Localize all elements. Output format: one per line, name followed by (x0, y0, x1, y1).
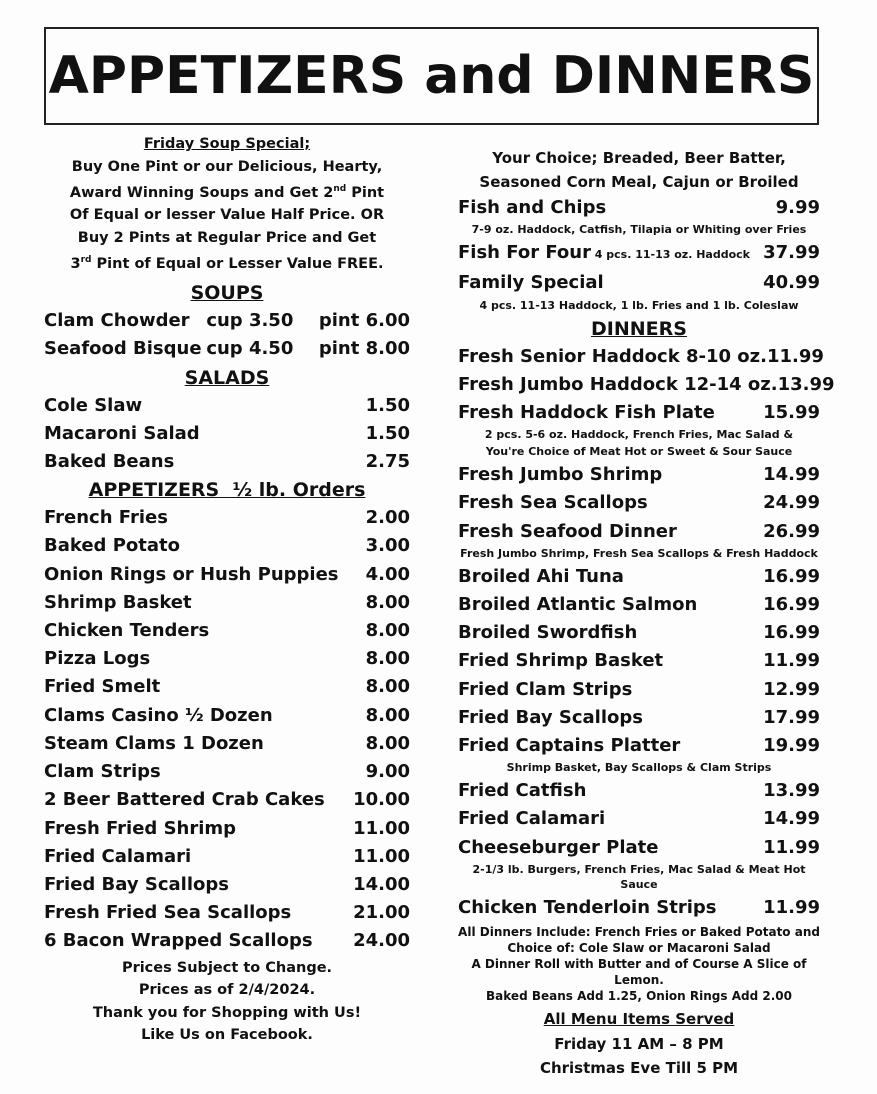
item-name: Fried Calamari (44, 845, 192, 867)
menu-row (44, 871, 410, 899)
fish-choice-line: Your Choice; Breaded, Beer Batter, (492, 149, 786, 167)
item-name: Cheeseburger Plate (458, 836, 659, 858)
dinner-includes (458, 924, 820, 1004)
item-price: 11.99 (763, 896, 820, 918)
menu-row (44, 392, 410, 420)
item-note: 4 pcs. 11-13 Haddock, 1 lb. Fries and 1 lb. Coleslaw (479, 298, 799, 312)
item-price: 2.75 (365, 451, 410, 473)
menu-row (458, 676, 820, 704)
item-name: Clam Strips (44, 761, 161, 783)
salads-list (44, 392, 410, 477)
soup-special-heading: Friday Soup Special; (143, 136, 311, 152)
item-name: Steam Clams 1 Dozen (44, 732, 264, 754)
includes-line: Choice of: Cole Slaw or Macaroni Salad (507, 941, 771, 956)
item-price: 9.00 (365, 761, 410, 783)
menu-row (458, 704, 820, 732)
menu-row (44, 927, 410, 955)
item-name: Fresh Haddock Fish Plate (458, 402, 715, 424)
menu-row (44, 815, 410, 843)
soup-cup-price: cup 3.50 (206, 309, 294, 331)
soups-heading: SOUPS (190, 281, 264, 304)
item-name: Clams Casino ½ Dozen (44, 704, 273, 726)
item-name: Baked Beans (44, 451, 175, 473)
menu-row (458, 461, 820, 489)
item-price: 8.00 (365, 676, 410, 698)
item-price: 10.00 (353, 789, 410, 811)
item-price: 16.99 (763, 622, 820, 644)
includes-line: All Dinners Include: French Fries or Baked Potato and (458, 925, 820, 940)
menu-row (44, 899, 410, 927)
item-detail: 4 pcs. 11-13 oz. Haddock (590, 248, 750, 262)
soup-special-line: Buy One Pint or our Delicious, Hearty, (71, 158, 383, 175)
item-price: 16.99 (763, 565, 820, 587)
item-price: 2.00 (365, 507, 410, 529)
menu-row (44, 448, 410, 476)
menu-row (44, 702, 410, 730)
item-name: Fresh Senior Haddock 8-10 oz. (458, 345, 767, 367)
item-price: 3.00 (365, 535, 410, 557)
item-note: 2-1/3 lb. Burgers, French Fries, Mac Salad & Meat Hot Sauce (472, 862, 806, 891)
menu-row (458, 647, 820, 675)
menu-row (458, 834, 820, 862)
item-name: Shrimp Basket (44, 591, 192, 613)
item-price: 8.00 (365, 591, 410, 613)
item-price: 13.99 (763, 780, 820, 802)
item-name: Baked Potato (44, 535, 180, 557)
item-name: Broiled Ahi Tuna (458, 565, 624, 587)
served-line: Christmas Eve Till 5 PM (539, 1059, 739, 1078)
fish-choice-line: Seasoned Corn Meal, Cajun or Broiled (479, 173, 799, 191)
menu-row (458, 563, 820, 591)
footer-line: Prices as of 2/4/2024. (138, 982, 316, 999)
footer-line: Thank you for Shopping with Us! (92, 1004, 362, 1021)
item-name: Family Special (458, 272, 604, 294)
item-price: 8.00 (365, 648, 410, 670)
soup-row (44, 335, 410, 364)
item-name: Chicken Tenderloin Strips (458, 896, 717, 918)
menu-row (44, 843, 410, 871)
item-name: Fresh Sea Scallops (458, 492, 648, 514)
soup-special-line: Award Winning Soups and Get 2nd Pint (69, 184, 385, 201)
item-name: Fresh Seafood Dinner (458, 520, 677, 542)
menu-row (458, 777, 820, 805)
item-name: Fried Calamari (458, 808, 606, 830)
item-price: 11.00 (353, 845, 410, 867)
menu-row (458, 591, 820, 619)
menu-row (44, 532, 410, 560)
soup-special-line: Buy 2 Pints at Regular Price and Get (77, 229, 377, 246)
item-price: 8.00 (365, 620, 410, 642)
item-name: French Fries (44, 507, 168, 529)
item-price: 19.99 (763, 735, 820, 757)
menu-row (44, 730, 410, 758)
title-box (44, 27, 819, 125)
salads-heading: SALADS (184, 366, 270, 389)
soup-cup-price: cup 4.50 (206, 338, 294, 360)
menu-row (458, 239, 820, 269)
served-hours (458, 1007, 820, 1081)
item-name: Pizza Logs (44, 648, 151, 670)
menu-row (458, 894, 820, 922)
appetizers-heading: APPETIZERS ½ lb. Orders (88, 479, 366, 502)
soup-row (44, 307, 410, 336)
served-heading: All Menu Items Served (543, 1010, 735, 1029)
dinners-heading: DINNERS (591, 317, 687, 340)
item-price: 11.99 (766, 345, 824, 367)
item-price: 11.99 (763, 836, 820, 858)
item-price: 17.99 (763, 706, 820, 728)
soup-pint-price: pint 8.00 (318, 338, 410, 360)
dinners-list (458, 343, 835, 922)
item-price: 24.99 (763, 492, 820, 514)
menu-row (458, 732, 820, 760)
item-price: 4.00 (365, 563, 410, 585)
item-name: Fresh Jumbo Shrimp (458, 464, 663, 486)
item-price: 21.00 (353, 902, 410, 924)
item-name: Broiled Swordfish (458, 622, 638, 644)
menu-row (458, 371, 835, 399)
item-name: 6 Bacon Wrapped Scallops (44, 930, 313, 952)
menu-row (458, 518, 820, 546)
menu-row (458, 399, 820, 427)
menu-row (44, 758, 410, 786)
menu-title: APPETIZERS and DINNERS (48, 46, 815, 106)
menu-row (458, 269, 820, 297)
menu-row (44, 420, 410, 448)
appetizers-list (44, 504, 410, 955)
left-footer (44, 957, 410, 1047)
footer-line: Prices Subject to Change. (121, 959, 333, 976)
item-price: 11.99 (763, 650, 820, 672)
item-price: 14.99 (763, 808, 820, 830)
item-note: Fresh Jumbo Shrimp, Fresh Sea Scallops & Fresh Haddock (460, 546, 818, 560)
menu-row (44, 561, 410, 589)
menu-row (44, 504, 410, 532)
item-note: Shrimp Basket, Bay Scallops & Clam Strips (506, 761, 772, 775)
left-column (44, 133, 410, 1047)
menu-row (44, 786, 410, 814)
menu-row (44, 589, 410, 617)
menu-row (458, 805, 820, 833)
item-name: Fish and Chips (458, 197, 607, 218)
item-price: 11.00 (353, 817, 410, 839)
item-name: Fried Catfish (458, 780, 587, 802)
menu-row (458, 343, 824, 371)
item-price: 12.99 (763, 678, 820, 700)
item-price: 14.00 (353, 873, 410, 895)
item-price: 8.00 (365, 732, 410, 754)
menu-row (44, 645, 410, 673)
item-price: 26.99 (763, 520, 820, 542)
item-price: 13.99 (777, 373, 835, 395)
item-note: You're Choice of Meat Hot or Sweet & Sour Sauce (485, 445, 793, 459)
includes-line: A Dinner Roll with Butter and of Course A Slice of Lemon. (471, 957, 807, 988)
item-price: 9.99 (775, 197, 820, 218)
item-price: 37.99 (763, 242, 820, 264)
item-price: 1.50 (365, 394, 410, 416)
item-name: Fried Bay Scallops (44, 873, 229, 895)
item-name: Fresh Fried Shrimp (44, 817, 237, 839)
soup-name: Clam Chowder (44, 309, 190, 331)
soup-special-line: Of Equal or lesser Value Half Price. OR (69, 207, 385, 224)
item-name: Fried Smelt (44, 676, 161, 698)
item-name: Fried Captains Platter (458, 735, 681, 757)
soup-pint-price: pint 6.00 (318, 309, 410, 331)
item-price: 1.50 (365, 422, 410, 444)
item-name: Chicken Tenders (44, 620, 210, 642)
item-name: Fish For Four (458, 242, 591, 264)
item-price: 16.99 (763, 594, 820, 616)
item-name: Fried Bay Scallops (458, 706, 643, 728)
right-column (458, 146, 835, 1081)
item-price: 8.00 (365, 704, 410, 726)
item-note: 2 pcs. 5-6 oz. Haddock, French Fries, Mac Salad & (484, 428, 794, 442)
footer-line: Like Us on Facebook. (141, 1027, 313, 1044)
item-name: Broiled Atlantic Salmon (458, 594, 698, 616)
item-name: 2 Beer Battered Crab Cakes (44, 789, 325, 811)
item-price: 15.99 (763, 402, 820, 424)
soup-special (44, 133, 410, 276)
item-note: 7-9 oz. Haddock, Catfish, Tilapia or Whiting over Fries (471, 223, 807, 237)
item-price: 24.00 (353, 930, 410, 952)
menu-row (458, 489, 820, 517)
menu-row (44, 673, 410, 701)
soup-name: Seafood Bisque (44, 338, 202, 360)
item-name: Fresh Jumbo Haddock 12-14 oz. (458, 373, 778, 395)
item-price: 14.99 (763, 464, 820, 486)
soup-special-line: 3rd Pint of Equal or Lesser Value FREE. (70, 255, 384, 273)
menu-row (458, 194, 820, 222)
item-name: Cole Slaw (44, 394, 143, 416)
served-line: Friday 11 AM – 8 PM (554, 1034, 724, 1053)
item-name: Fresh Fried Sea Scallops (44, 902, 292, 924)
item-name: Onion Rings or Hush Puppies (44, 563, 339, 585)
includes-line: Baked Beans Add 1.25, Onion Rings Add 2.00 (486, 989, 792, 1004)
item-name: Fried Shrimp Basket (458, 650, 664, 672)
menu-row (44, 617, 410, 645)
item-name: Fried Clam Strips (458, 678, 633, 700)
item-name: Macaroni Salad (44, 422, 200, 444)
item-price: 40.99 (763, 272, 820, 294)
menu-row (458, 619, 820, 647)
fish-choice (458, 146, 820, 194)
